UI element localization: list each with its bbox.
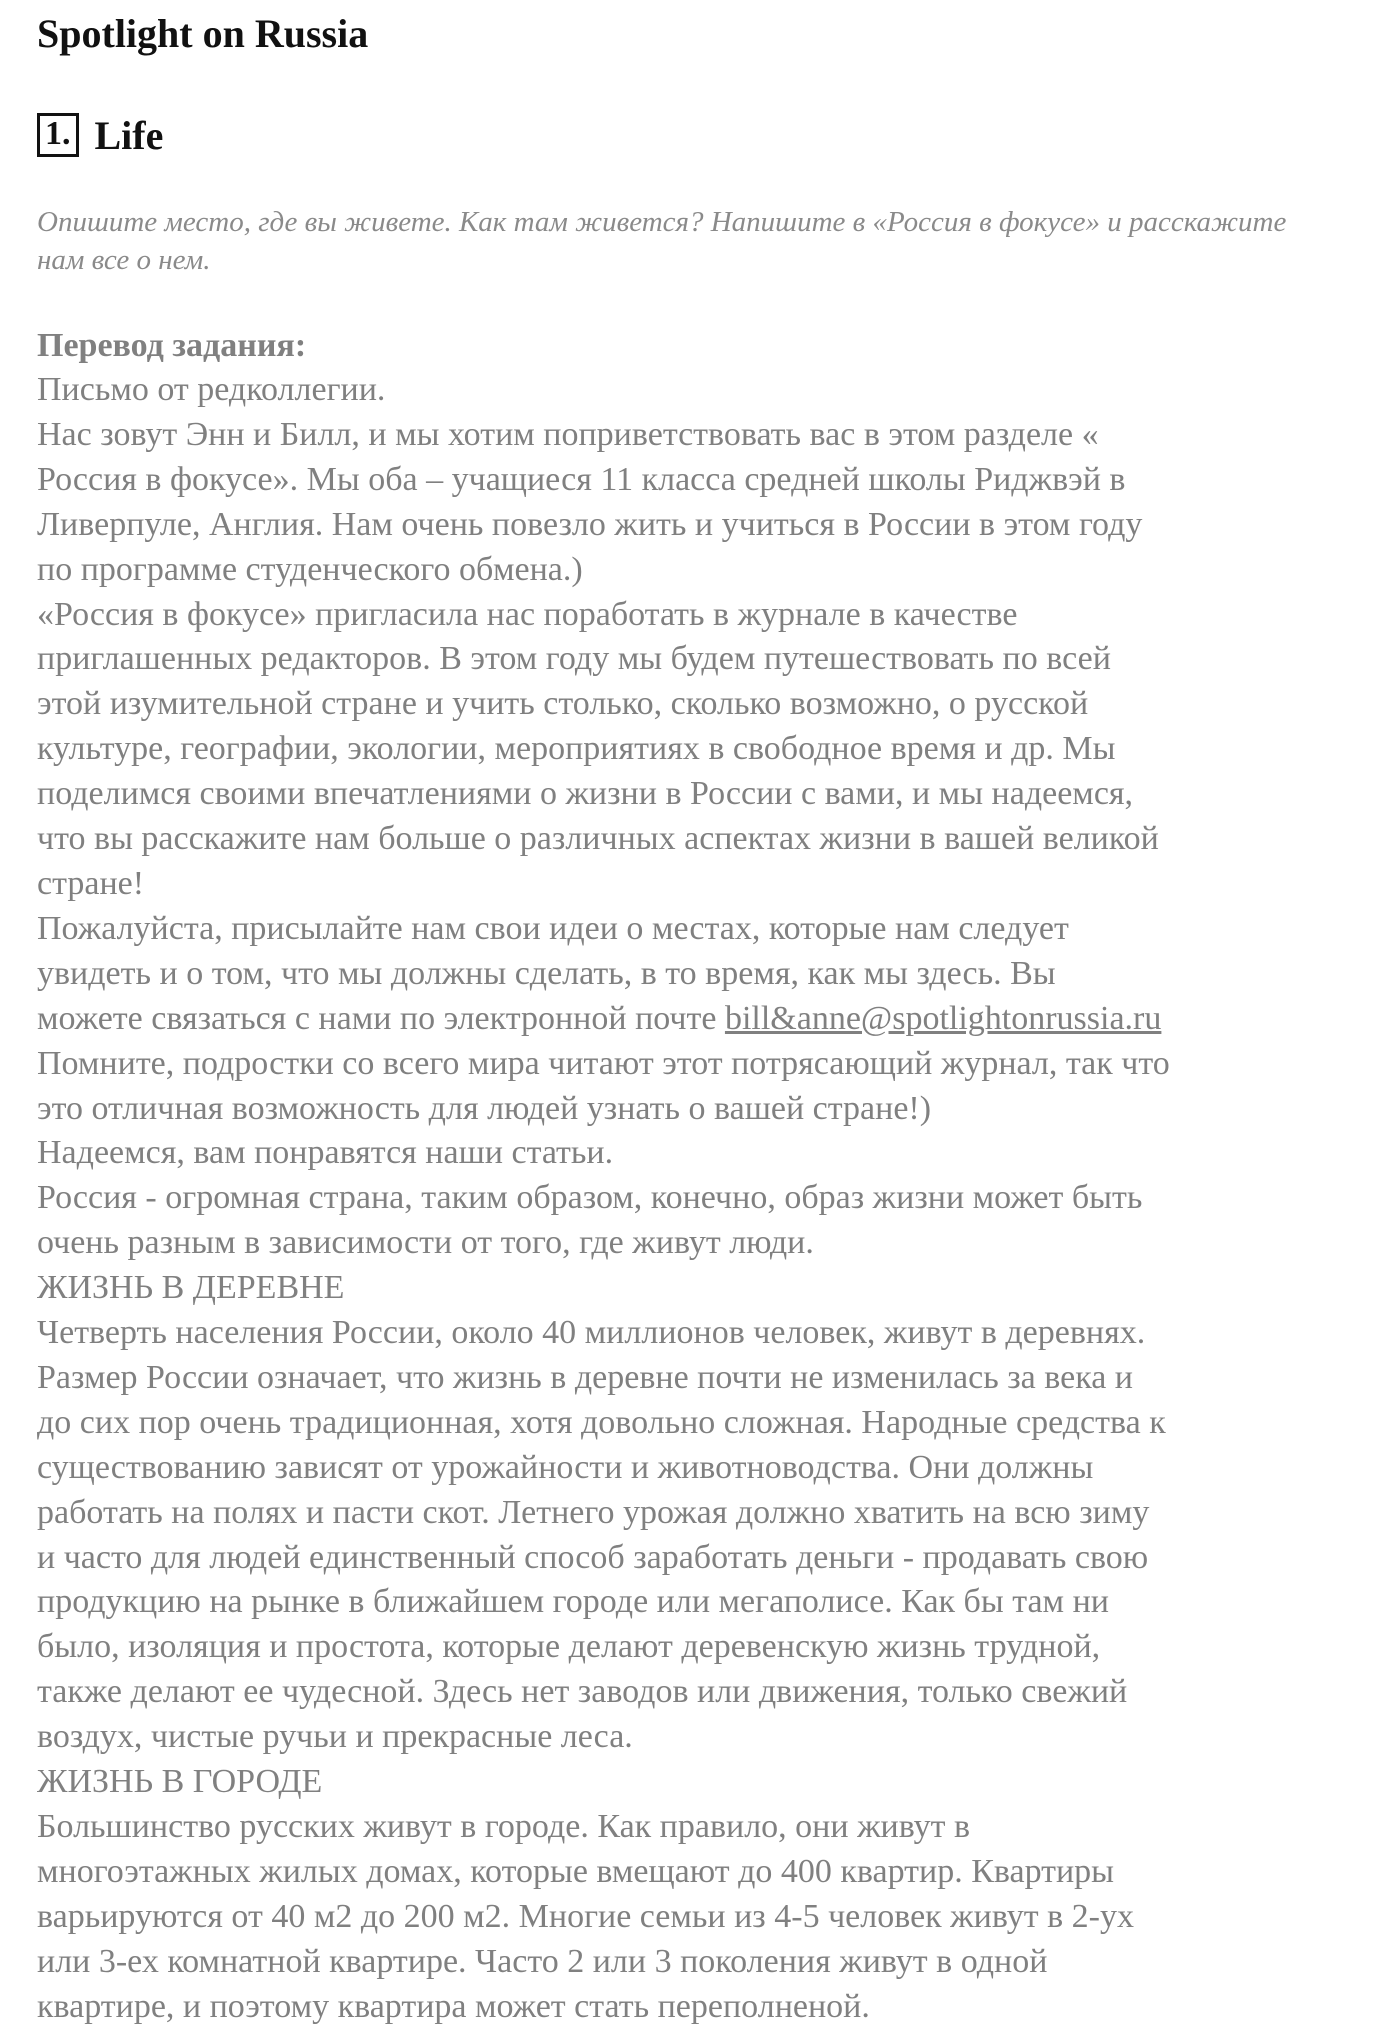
text-line: этой изумительной стране и учить столько, сколько возможно, о русской: [37, 685, 1089, 723]
text-line: работать на полях и пасти скот. Летнего урожая должно хватить на всю зиму: [37, 1493, 1150, 1531]
text-line: Письмо от редколлегии.: [37, 371, 386, 408]
text-line: Россия в фокусе». Мы оба – учащиеся 11 класса средней школы Риджвэй в: [37, 460, 1126, 498]
text-line-prefix: можете связаться с нами по электронной почте: [37, 999, 725, 1037]
text-line: «Россия в фокусе» пригласила нас поработать в журнале в качестве: [37, 595, 1018, 633]
section-title: Spotlight on Russia: [37, 11, 369, 56]
text-line: Помните, подростки со всего мира читают этот потрясающий журнал, так что: [37, 1044, 1170, 1082]
text-line: существованию зависят от урожайности и животноводства. Они должны: [37, 1448, 1094, 1486]
text-line: квартире, и поэтому квартира может стать переполненой.: [37, 1987, 870, 2025]
text-line: по программе студенческого обмена.): [37, 550, 583, 588]
text-line: также делают ее чудесной. Здесь нет заводов или движения, только свежий: [37, 1673, 1128, 1711]
text-line: очень разным в зависимости от того, где живут люди.: [37, 1224, 814, 1262]
text-line: поделимся своими впечатлениями о жизни в России с вами, и мы надеемся,: [37, 775, 1134, 813]
text-line: стране!: [37, 864, 145, 902]
text-line: до сих пор очень традиционная, хотя довольно сложная. Народные средства к: [37, 1403, 1166, 1441]
text-line: и часто для людей единственный способ заработать деньги - продавать свою: [37, 1538, 1149, 1576]
lesson-header: [37, 107, 1375, 163]
text-line: что вы расскажите нам больше о различных аспектах жизни в вашей великой: [37, 820, 1159, 858]
email-link[interactable]: bill&anne@spotlightonrussia.ru: [724, 999, 1162, 1037]
email-line: [37, 997, 1375, 1042]
text-line: Размер России означает, что жизнь в деревне почти не изменилась за века и: [37, 1358, 1133, 1396]
task-instructions: Опишите место, где вы живете. Как там живется? Напишите в «Россия в фокусе» и расскажите нам все о нем.: [37, 206, 1287, 276]
text-line: приглашенных редакторов. В этом году мы будем путешествовать по всей: [37, 640, 1111, 678]
text-line: увидеть и о том, что мы должны сделать, в то время, как мы здесь. Вы: [37, 954, 1056, 992]
text-line: варьируются от 40 м2 до 200 м2. Многие семьи из 4-5 человек живут в 2-ух: [37, 1897, 1134, 1935]
text-line: было, изоляция и простота, которые делают деревенскую жизнь трудной,: [37, 1628, 1101, 1666]
subheading-village-life: ЖИЗНЬ В ДЕРЕВНЕ: [37, 1269, 345, 1307]
text-line: Россия - огромная страна, таким образом, конечно, образ жизни может быть: [37, 1179, 1143, 1217]
translation-body: [37, 368, 1375, 2030]
text-line: Нас зовут Энн и Билл, и мы хотим поприветствовать вас в этом разделе «: [37, 415, 1099, 453]
text-line: воздух, чистые ручьи и прекрасные леса.: [37, 1718, 633, 1756]
lesson-title: Life: [94, 112, 164, 158]
text-line: продукцию на рынке в ближайшем городе или мегаполисе. Как бы там ни: [37, 1583, 1109, 1621]
subheading-city-life: ЖИЗНЬ В ГОРОДЕ: [37, 1763, 323, 1801]
lesson-number-box: 1.: [37, 113, 79, 157]
text-line: многоэтажных жилых домах, которые вмещают до 400 квартир. Квартиры: [37, 1852, 1115, 1890]
translation-label: Перевод задания:: [37, 327, 307, 364]
text-line: Ливерпуле, Англия. Нам очень повезло жить и учиться в России в этом году: [37, 505, 1143, 543]
text-line: Надеемся, вам понравятся наши статьи.: [37, 1134, 614, 1172]
text-line: это отличная возможность для людей узнать о вашей стране!): [37, 1089, 932, 1127]
text-line: или 3-ех комнатной квартире. Часто 2 или 3 поколения живут в одной: [37, 1942, 1048, 1980]
text-line: Большинство русских живут в городе. Как правило, они живут в: [37, 1808, 971, 1845]
text-line: культуре, географии, экологии, мероприятиях в свободное время и др. Мы: [37, 730, 1116, 768]
text-line: Четверть населения России, около 40 миллионов человек, живут в деревнях.: [37, 1314, 1146, 1352]
text-line: Пожалуйста, присылайте нам свои идеи о местах, которые нам следует: [37, 909, 1069, 947]
